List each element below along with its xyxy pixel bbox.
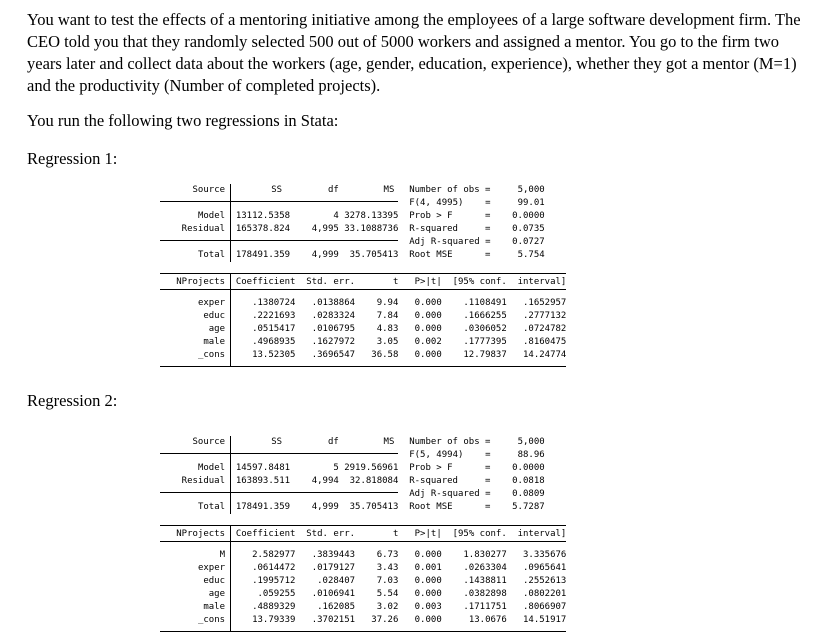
regression2-label: Regression 2: [27,391,118,410]
col-header-std-err: Std. err. [306,277,356,287]
cell-coefficient: .0515417 [252,324,296,334]
stat-label: R-squared [409,476,458,486]
separator-line [160,449,398,462]
anova-separator-row [160,449,545,462]
cell-std-err: .3839443 [311,550,356,560]
cell-ci-low: .0263304 [463,563,507,573]
coef-row [160,614,566,627]
coef-row [160,349,566,362]
anova-separator-row [160,236,545,249]
separator-line [160,488,398,501]
cell-df: 4,995 [311,224,339,234]
cell-ci-low: .1108491 [463,298,507,308]
reg1-coefficient-table [160,273,566,367]
col-header-coefficient: Coefficient [235,277,296,287]
stat-value: 5,000 [517,185,545,195]
table-vertical-rule [230,526,231,631]
cell-source: Residual [181,224,226,234]
cell-coefficient: .1380724 [252,298,296,308]
cell-ci-low: .0306052 [463,324,507,334]
anova-separator-row [160,197,545,210]
cell-std-err: .0138864 [311,298,356,308]
col-header-ss: SS [271,437,283,447]
equals-sign: = [485,211,491,221]
cell-coefficient: .4889329 [252,602,296,612]
cell-p: 0.000 [414,324,442,334]
equals-sign: = [485,502,491,512]
spacer [160,290,566,297]
col-header-std-err: Std. err. [306,529,356,539]
stat-value: 5.754 [517,250,545,260]
cell-variable: educ [203,576,226,586]
equals-sign: = [485,185,491,195]
cell-ss: 14597.8481 [235,463,291,473]
table-vertical-rule [230,274,231,366]
cell-p: 0.000 [414,311,442,321]
cell-source: Model [197,211,226,221]
anova-header-row [160,184,545,197]
cell-ss: 163893.511 [235,476,291,486]
anova-row-model [160,210,545,223]
stat-value: 0.0818 [512,476,545,486]
col-header-coefficient: Coefficient [235,529,296,539]
stat-label: Number of obs [409,437,480,447]
anova-separator-row [160,488,545,501]
cell-ci-high: .0802201 [522,589,567,599]
cell-ms: 3278.13395 [344,211,399,221]
col-header-ms: MS [383,185,395,195]
cell-df: 4,999 [311,502,339,512]
cell-ci-high: .2552613 [522,576,567,586]
reg2-coefficient-table [160,525,566,632]
col-header-df: df [327,185,339,195]
coef-row [160,310,566,323]
cell-p: 0.002 [414,337,442,347]
equals-sign: = [485,476,491,486]
cell-coefficient: 13.52305 [252,350,296,360]
cell-ci-low: .1777395 [463,337,507,347]
cell-variable: male [203,602,226,612]
col-header-p: P>|t| [414,529,442,539]
cell-std-err: .3696547 [311,350,356,360]
stat-value: 0.0727 [512,237,545,247]
col-header-df: df [327,437,339,447]
cell-df: 4,994 [311,476,339,486]
anova-row-model [160,462,545,475]
cell-variable: age [208,589,226,599]
stat-label: Root MSE [409,502,453,512]
stat-label: R-squared [409,224,458,234]
col-header-ci-low: [95% conf. [452,277,507,287]
cell-variable: exper [197,563,226,573]
cell-std-err: .0106941 [311,589,356,599]
cell-ci-high: 14.51917 [522,615,567,625]
cell-coefficient: .059255 [257,589,296,599]
stat-value: 0.0000 [512,211,545,221]
col-header-t: t [392,529,399,539]
stat-label: Adj R-squared [409,237,480,247]
stat-value: 99.01 [517,198,545,208]
cell-p: 0.003 [414,602,442,612]
cell-t: 36.58 [371,350,399,360]
col-header-ci-high: interval] [517,277,567,287]
cell-ci-low: .1666255 [463,311,507,321]
cell-ss: 165378.824 [235,224,291,234]
cell-std-err: .028407 [317,576,356,586]
cell-std-err: .3702151 [311,615,356,625]
stat-value: 88.96 [517,450,545,460]
cell-p: 0.000 [414,350,442,360]
cell-variable: age [208,324,226,334]
cell-ci-low: 1.830277 [463,550,507,560]
cell-source: Total [197,502,226,512]
cell-ci-high: .8160475 [522,337,567,347]
coef-row [160,562,566,575]
cell-std-err: .1627972 [311,337,356,347]
coef-header-row [160,276,566,289]
cell-ci-low: 12.79837 [463,350,507,360]
cell-std-err: .0283324 [311,311,356,321]
equals-sign: = [485,450,491,460]
anova-row-total [160,249,545,262]
coef-row [160,575,566,588]
anova-row-total [160,501,545,514]
cell-ci-high: .2777132 [522,311,567,321]
cell-std-err: .162085 [317,602,356,612]
cell-coefficient: 2.582977 [252,550,296,560]
coef-header-row [160,528,566,541]
run-regressions-line: You run the following two regressions in Stata: [27,111,339,130]
cell-std-err: .0179127 [311,563,356,573]
cell-ms: 2919.56961 [344,463,399,473]
table-vertical-rule [230,184,231,262]
coef-row [160,297,566,310]
cell-t: 7.03 [376,576,399,586]
separator-line [160,236,398,249]
cell-ss: 13112.5358 [235,211,291,221]
col-header-ms: MS [383,437,395,447]
cell-coefficient: .0614472 [252,563,296,573]
cell-t: 3.02 [376,602,399,612]
cell-ss: 178491.359 [235,502,291,512]
cell-ci-low: .1438811 [463,576,507,586]
cell-coefficient: .4968935 [252,337,296,347]
col-header-ci-low: [95% conf. [452,529,507,539]
equals-sign: = [485,198,491,208]
col-header-ss: SS [271,185,283,195]
coef-row [160,549,566,562]
stat-value: 0.0000 [512,463,545,473]
coef-row [160,336,566,349]
cell-variable: _cons [197,615,226,625]
col-header-p: P>|t| [414,277,442,287]
cell-ms: 35.705413 [349,250,399,260]
cell-ci-high: .0965641 [522,563,567,573]
cell-coefficient: .2221693 [252,311,296,321]
cell-ss: 178491.359 [235,250,291,260]
stat-label: Prob > F [409,211,453,221]
cell-source: Residual [181,476,226,486]
equals-sign: = [485,224,491,234]
cell-t: 3.05 [376,337,399,347]
separator-line [160,197,398,210]
cell-std-err: .0106795 [311,324,356,334]
cell-t: 9.94 [376,298,399,308]
cell-df: 4,999 [311,250,339,260]
cell-variable: male [203,337,226,347]
stat-label: Adj R-squared [409,489,480,499]
stat-label: Root MSE [409,250,453,260]
stat-value: 0.0809 [512,489,545,499]
cell-p: 0.000 [414,298,442,308]
spacer [160,542,566,549]
cell-t: 7.84 [376,311,399,321]
cell-ci-low: 13.0676 [468,615,507,625]
equals-sign: = [485,463,491,473]
equals-sign: = [485,250,491,260]
cell-ci-high: 3.335676 [522,550,567,560]
col-header-ci-high: interval] [517,529,567,539]
cell-t: 37.26 [371,615,399,625]
cell-p: 0.001 [414,563,442,573]
cell-t: 3.43 [376,563,399,573]
stat-label: Prob > F [409,463,453,473]
reg2-anova-table [160,436,545,514]
anova-row-residual [160,223,545,236]
equals-sign: = [485,437,491,447]
cell-p: 0.000 [414,550,442,560]
anova-header-row [160,436,545,449]
equals-sign: = [485,489,491,499]
anova-row-residual [160,475,545,488]
stat-label: F(5, 4994) [409,450,464,460]
cell-df: 4 [333,211,339,221]
cell-t: 4.83 [376,324,399,334]
cell-variable: M [219,550,226,560]
col-header-source: Source [192,185,226,195]
stat-value: 0.0735 [512,224,545,234]
coef-row [160,588,566,601]
col-header-t: t [392,277,399,287]
cell-ci-high: .1652957 [522,298,567,308]
cell-variable: _cons [197,350,226,360]
cell-source: Total [197,250,226,260]
col-header-depvar: NProjects [176,277,226,287]
cell-t: 5.54 [376,589,399,599]
cell-ms: 32.818084 [349,476,399,486]
cell-ci-high: .8066907 [522,602,567,612]
coef-row [160,601,566,614]
cell-t: 6.73 [376,550,399,560]
col-header-depvar: NProjects [176,529,226,539]
cell-coefficient: .1995712 [252,576,296,586]
intro-paragraph: You want to test the effects of a mentoring initiative among the employees of a large software development firm. The CEO told you that they randomly selected 500 out of 5000 workers and assigned a mentor. You go to the firm two years later and collect data about the workers (age, gender, education, experience), whether they got a mentor (M=1) and the productivity (Number of completed projects). [27,10,801,95]
cell-ms: 35.705413 [349,502,399,512]
cell-p: 0.000 [414,576,442,586]
reg1-anova-table [160,184,545,262]
table-vertical-rule [230,436,231,514]
regression1-label: Regression 1: [27,149,118,168]
cell-source: Model [197,463,226,473]
stat-label: Number of obs [409,185,480,195]
stat-label: F(4, 4995) [409,198,464,208]
cell-p: 0.000 [414,589,442,599]
cell-ci-high: 14.24774 [522,350,567,360]
cell-ci-low: .0382898 [463,589,507,599]
coef-row [160,323,566,336]
cell-df: 5 [333,463,339,473]
cell-coefficient: 13.79339 [252,615,296,625]
cell-ci-low: .1711751 [463,602,507,612]
col-header-source: Source [192,437,226,447]
cell-p: 0.000 [414,615,442,625]
cell-ci-high: .0724782 [522,324,567,334]
equals-sign: = [485,237,491,247]
stat-value: 5,000 [517,437,545,447]
cell-variable: exper [197,298,226,308]
stat-value: 5.7287 [512,502,545,512]
cell-variable: educ [203,311,226,321]
cell-ms: 33.1088736 [344,224,399,234]
